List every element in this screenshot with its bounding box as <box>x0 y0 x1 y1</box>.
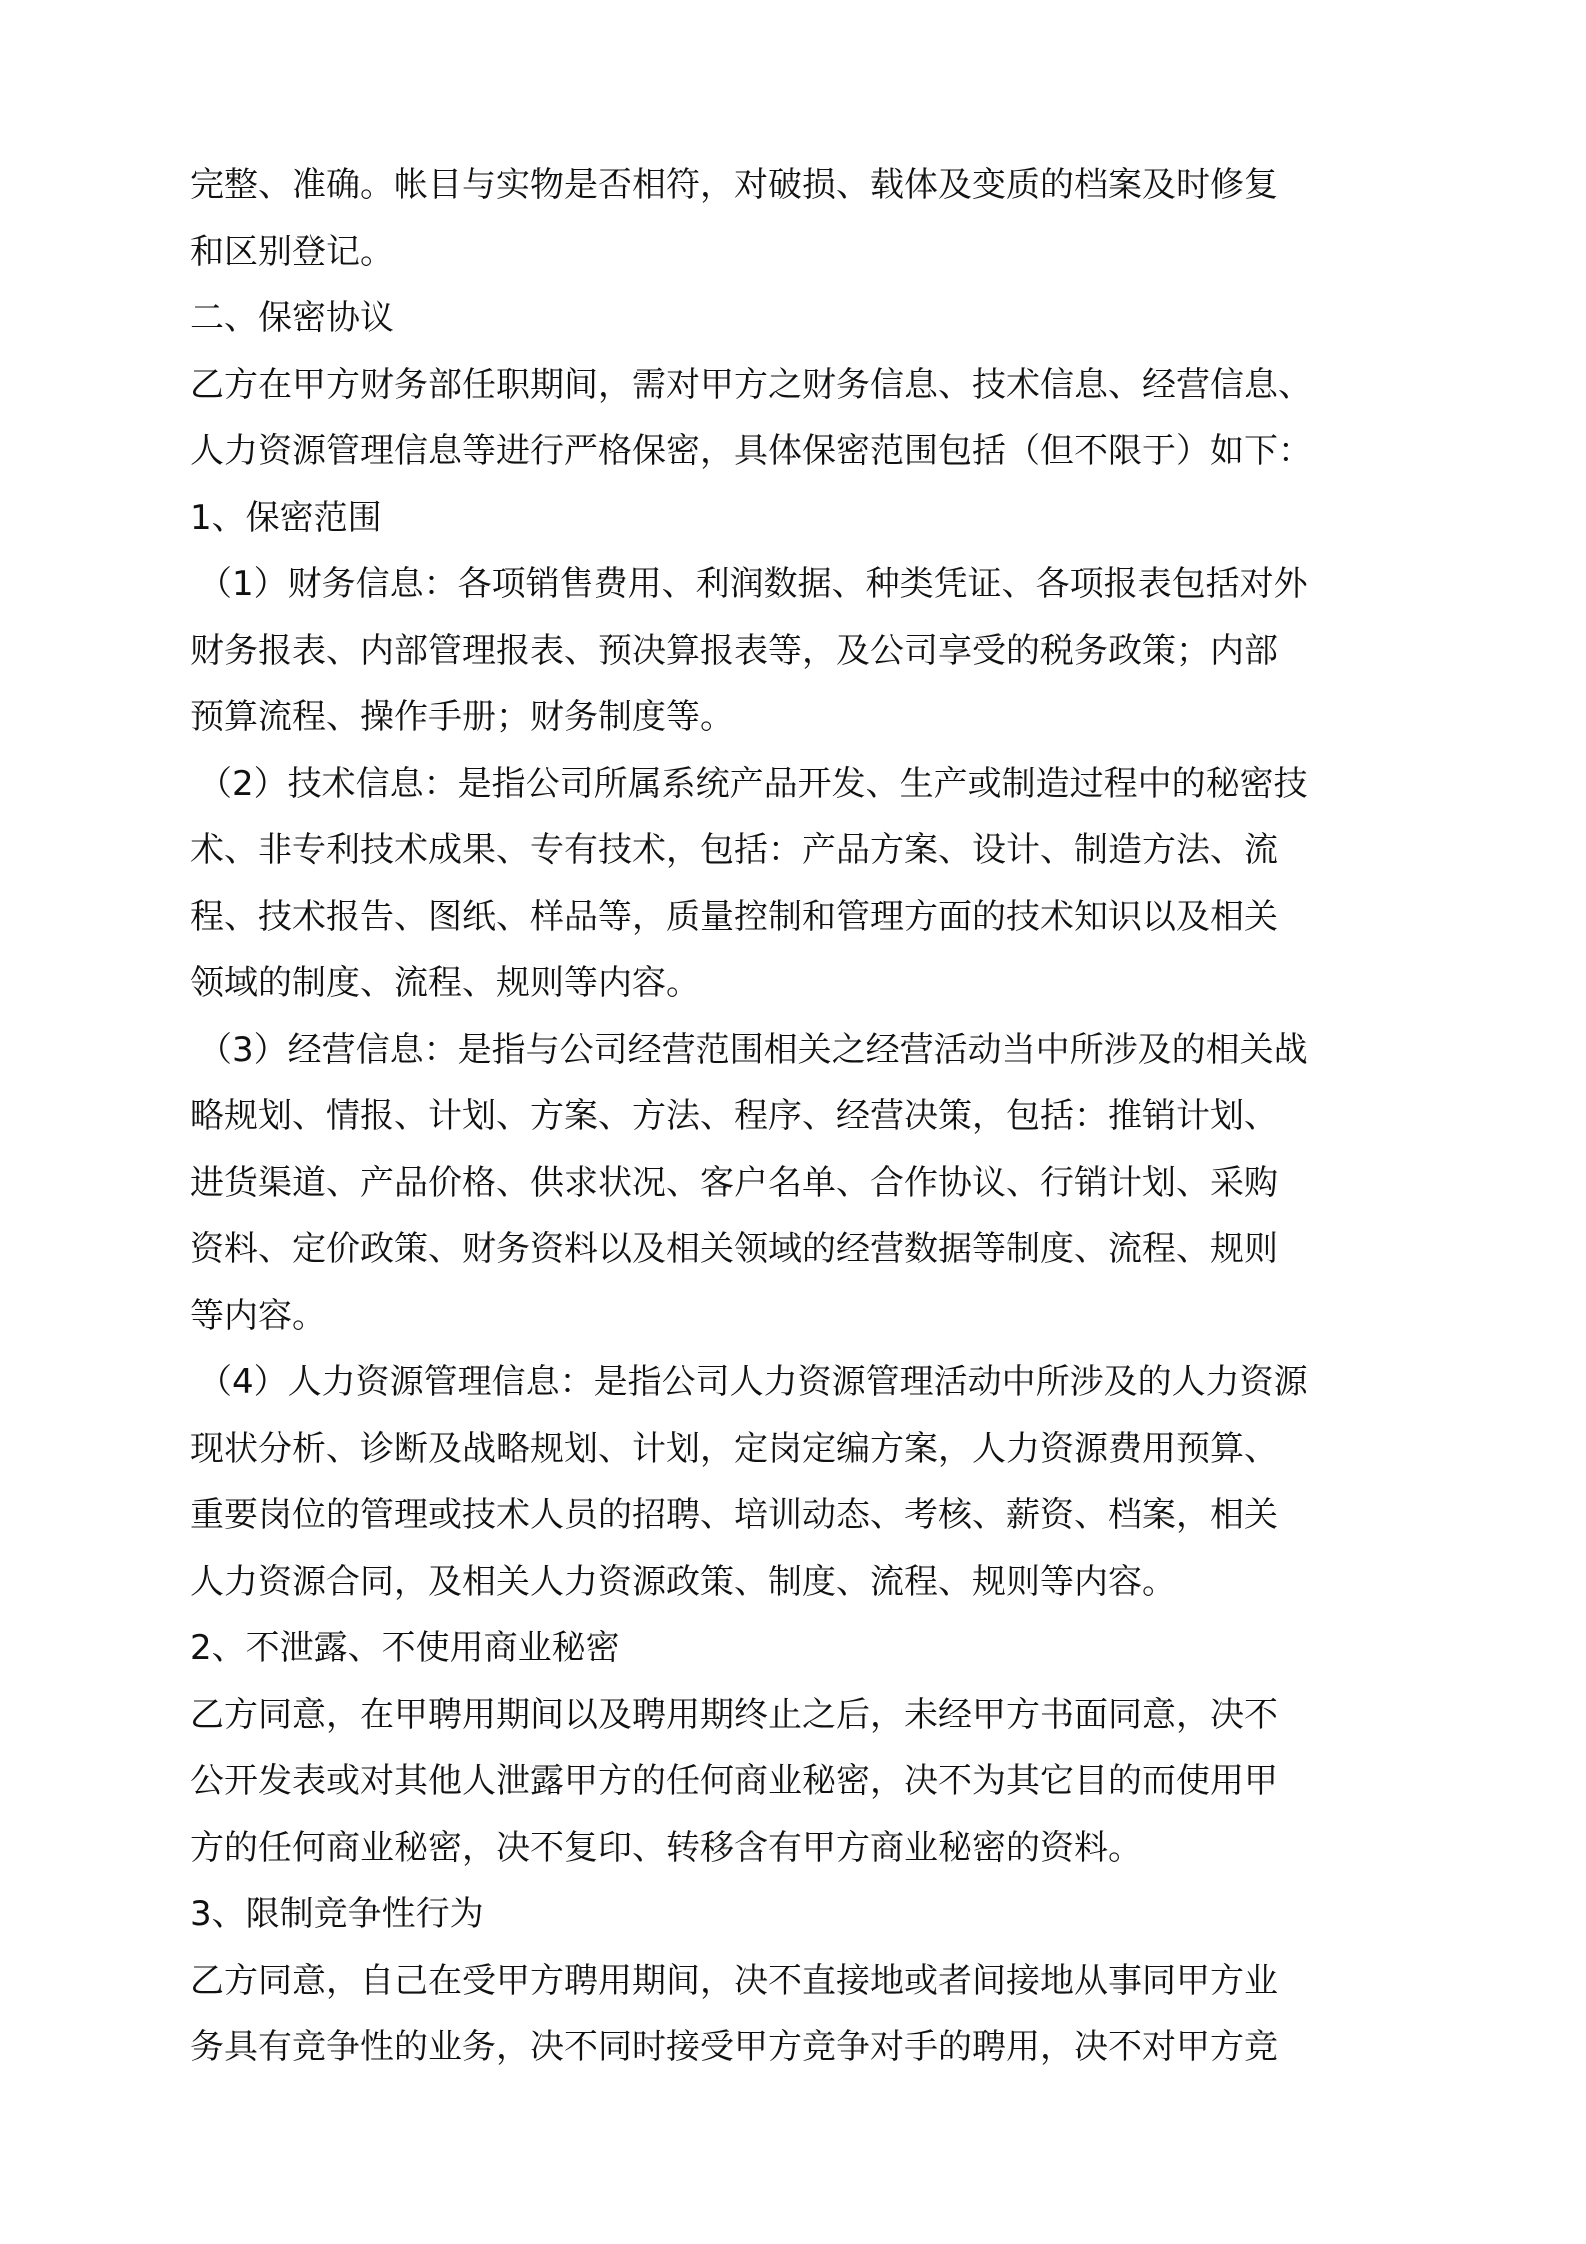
text-line: 术、非专利技术成果、专有技术，包括：产品方案、设计、制造方法、流 <box>190 830 1278 870</box>
text-line: 略规划、情报、计划、方案、方法、程序、经营决策，包括：推销计划、 <box>190 1096 1278 1136</box>
subsection-heading: 1、保密范围 <box>190 497 382 538</box>
list-item-start: （3）经营信息：是指与公司经营范围相关之经营活动当中所涉及的相关战 <box>198 1029 1308 1070</box>
text-line: 完整、准确。帐目与实物是否相符，对破损、载体及变质的档案及时修复 <box>190 165 1278 205</box>
text-line: 预算流程、操作手册；财务制度等。 <box>190 697 734 737</box>
text-line: 资料、定价政策、财务资料以及相关领域的经营数据等制度、流程、规则 <box>190 1229 1278 1269</box>
text-line: 现状分析、诊断及战略规划、计划，定岗定编方案，人力资源费用预算、 <box>190 1428 1278 1469</box>
text-line: 进货渠道、产品价格、供求状况、客户名单、合作协议、行销计划、采购 <box>190 1162 1278 1203</box>
list-item-start: （1）财务信息：各项销售费用、利润数据、种类凭证、各项报表包括对外 <box>198 564 1308 604</box>
text-line: 乙方在甲方财务部任职期间，需对甲方之财务信息、技术信息、经营信息、 <box>190 364 1312 405</box>
text-line: 乙方同意，自己在受甲方聘用期间，决不直接地或者间接地从事同甲方业 <box>190 1960 1278 2001</box>
subsection-heading: 3、限制竞争性行为 <box>190 1894 484 1934</box>
list-item-start: （4）人力资源管理信息：是指公司人力资源管理活动中所涉及的人力资源 <box>198 1362 1308 1402</box>
text-line: 重要岗位的管理或技术人员的招聘、培训动态、考核、薪资、档案，相关 <box>190 1495 1278 1535</box>
document-body <box>190 152 1410 2081</box>
text-line: 程、技术报告、图纸、样品等，质量控制和管理方面的技术知识以及相关 <box>190 896 1278 937</box>
text-line: 等内容。 <box>190 1295 326 1336</box>
text-line: 领域的制度、流程、规则等内容。 <box>190 963 700 1003</box>
text-line: 方的任何商业秘密，决不复印、转移含有甲方商业秘密的资料。 <box>190 1827 1142 1868</box>
text-line: 务具有竞争性的业务，决不同时接受甲方竞争对手的聘用，决不对甲方竞 <box>190 2027 1278 2067</box>
list-item-start: （2）技术信息：是指公司所属系统产品开发、生产或制造过程中的秘密技 <box>198 763 1308 804</box>
section-heading: 二、保密协议 <box>190 298 394 338</box>
text-line: 人力资源管理信息等进行严格保密，具体保密范围包括（但不限于）如下： <box>190 431 1312 471</box>
text-line: 和区别登记。 <box>190 231 394 272</box>
subsection-heading: 2、不泄露、不使用商业秘密 <box>190 1628 620 1668</box>
text-line: 财务报表、内部管理报表、预决算报表等，及公司享受的税务政策；内部 <box>190 630 1278 671</box>
text-line: 乙方同意，在甲聘用期间以及聘用期终止之后，未经甲方书面同意，决不 <box>190 1694 1278 1735</box>
text-line: 公开发表或对其他人泄露甲方的任何商业秘密，决不为其它目的而使用甲 <box>190 1761 1278 1801</box>
text-line: 人力资源合同，及相关人力资源政策、制度、流程、规则等内容。 <box>190 1561 1176 1602</box>
